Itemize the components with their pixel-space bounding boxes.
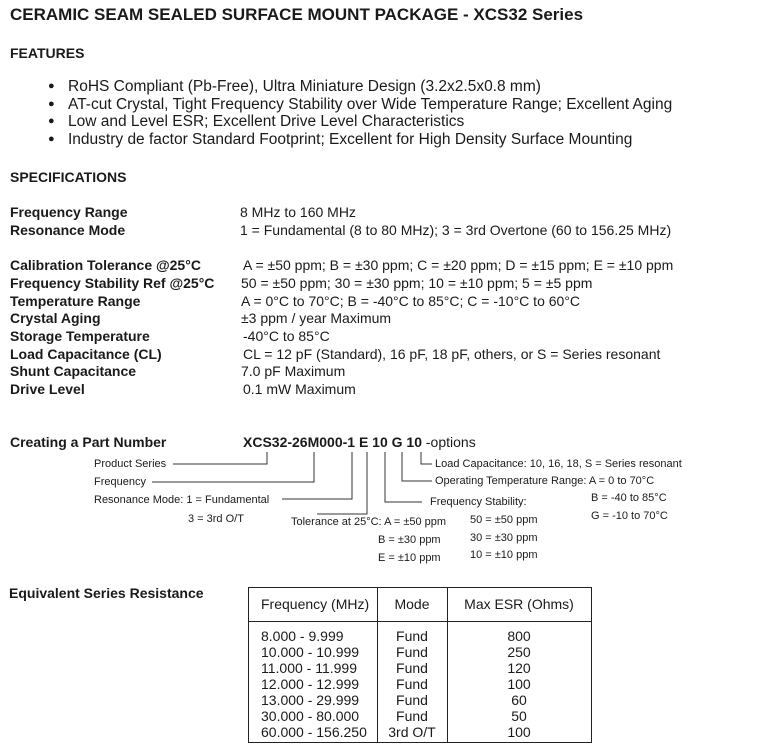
label-frequency: Frequency — [94, 476, 146, 488]
leader-line-resonance-mode — [282, 452, 352, 499]
label-tolerance-b: B = ±30 ppm — [378, 534, 441, 546]
esr-column-max-esr — [447, 588, 591, 742]
leader-line-stability — [385, 452, 422, 502]
esr-cell-mode: Fund — [396, 676, 428, 692]
feature-item: ● AT-cut Crystal, Tight Frequency Stability over Wide Temperature Range; Excellent Aging — [48, 96, 672, 114]
label-load-capacitance: Load Capacitance: 10, 16, 18, S = Series resonant — [435, 458, 682, 470]
esr-cell-frequency: 11.000 - 11.999 — [261, 660, 358, 676]
label-product-series: Product Series — [94, 458, 167, 470]
label-stability-10: 10 = ±10 ppm — [470, 549, 538, 561]
label-resonance-mode-3: 3 = 3rd O/T — [188, 513, 244, 525]
esr-column-mode — [377, 588, 448, 742]
esr-cell-max-esr: 100 — [507, 676, 531, 692]
leader-line-frequency — [152, 452, 314, 482]
esr-cell-frequency: 8.000 - 9.999 — [261, 628, 344, 644]
esr-cell-mode: Fund — [396, 644, 428, 660]
label-tolerance-e: E = ±10 ppm — [378, 552, 441, 564]
esr-header-frequency: Frequency (MHz) — [261, 596, 370, 612]
spec-label-calibration-tolerance: Calibration Tolerance @25°C — [10, 257, 201, 273]
esr-header-mode: Mode — [394, 596, 430, 612]
spec-label-storage-temperature: Storage Temperature — [10, 328, 150, 344]
label-operating-temperature: Operating Temperature Range: A = 0 to 70°C — [435, 475, 655, 487]
feature-item: ● Industry de factor Standard Footprint; Excellent for High Density Surface Mounting — [48, 131, 672, 149]
esr-cell-max-esr: 60 — [511, 692, 527, 708]
esr-cell-frequency: 13.000 - 29.999 — [261, 692, 360, 708]
spec-label-frequency-range: Frequency Range — [10, 204, 128, 220]
esr-cell-mode: Fund — [396, 628, 428, 644]
part-number-heading: Creating a Part Number — [10, 434, 167, 450]
spec-value-crystal-aging: ±3 ppm / year Maximum — [241, 310, 392, 326]
spec-value-storage-temperature: -40°C to 85°C — [243, 328, 330, 344]
spec-label-load-capacitance: Load Capacitance (CL) — [10, 346, 162, 362]
esr-heading: Equivalent Series Resistance — [9, 585, 204, 601]
esr-cell-frequency: 60.000 - 156.250 — [261, 724, 367, 740]
esr-table — [248, 587, 592, 743]
spec-label-drive-level: Drive Level — [10, 381, 85, 397]
spec-value-temperature-range: A = 0°C to 70°C; B = -40°C to 85°C; C = -10°C to 60°C — [241, 293, 581, 309]
spec-label-shunt-capacitance: Shunt Capacitance — [10, 363, 137, 379]
leader-line-product-series — [173, 452, 267, 464]
part-number-code: XCS32-26M000-1 E 10 G 10 — [243, 434, 422, 450]
leader-line-tolerance — [317, 452, 367, 514]
esr-cell-mode: Fund — [396, 708, 428, 724]
esr-cell-mode: Fund — [396, 692, 428, 708]
features-heading: FEATURES — [10, 45, 85, 61]
leader-line-load-cap — [421, 452, 432, 464]
spec-label-resonance-mode: Resonance Mode — [10, 222, 126, 238]
esr-cell-max-esr: 50 — [511, 708, 527, 724]
label-resonance-mode: Resonance Mode: 1 = Fundamental — [94, 494, 270, 506]
label-op-temp-g: G = -10 to 70°C — [591, 510, 668, 522]
esr-cell-frequency: 30.000 - 80.000 — [261, 708, 360, 724]
part-number-options: -options — [422, 434, 476, 450]
spec-value-frequency-range: 8 MHz to 160 MHz — [240, 204, 356, 220]
spec-label-temperature-range: Temperature Range — [10, 293, 141, 309]
esr-cell-frequency: 12.000 - 12.999 — [261, 676, 360, 692]
spec-value-frequency-stability: 50 = ±50 ppm; 30 = ±30 ppm; 10 = ±10 ppm; 5 = ±5 ppm — [241, 275, 593, 291]
esr-header-max-esr: Max ESR (Ohms) — [464, 596, 574, 612]
esr-cell-max-esr: 800 — [507, 628, 531, 644]
spec-value-resonance-mode: 1 = Fundamental (8 to 80 MHz); 3 = 3rd Overtone (60 to 156.25 MHz) — [240, 222, 672, 238]
esr-cell-max-esr: 100 — [507, 724, 531, 740]
feature-item: ● RoHS Compliant (Pb-Free), Ultra Miniature Design (3.2x2.5x0.8 mm) — [48, 78, 672, 96]
spec-value-shunt-capacitance: 7.0 pF Maximum — [241, 363, 346, 379]
esr-cell-mode: Fund — [396, 660, 428, 676]
esr-column-frequency — [249, 588, 378, 742]
label-tolerance: Tolerance at 25°C: A = ±50 ppm — [291, 516, 447, 528]
esr-header-divider — [249, 621, 591, 622]
leader-line-op-temp — [402, 452, 432, 481]
spec-value-calibration-tolerance: A = ±50 ppm; B = ±30 ppm; C = ±20 ppm; D = ±15 ppm; E = ±10 ppm — [243, 257, 674, 273]
esr-cell-max-esr: 120 — [507, 660, 531, 676]
spec-value-drive-level: 0.1 mW Maximum — [243, 381, 356, 397]
specifications-heading: SPECIFICATIONS — [10, 169, 127, 185]
label-stability-50: 50 = ±50 ppm — [470, 514, 538, 526]
esr-cell-mode: 3rd O/T — [388, 724, 436, 740]
spec-label-frequency-stability: Frequency Stability Ref @25°C — [10, 275, 215, 291]
feature-item: ● Low and Level ESR; Excellent Drive Level Characteristics — [48, 113, 672, 131]
esr-cell-max-esr: 250 — [507, 644, 531, 660]
spec-label-crystal-aging: Crystal Aging — [10, 310, 101, 326]
label-op-temp-b: B = -40 to 85°C — [591, 492, 667, 504]
spec-value-load-capacitance: CL = 12 pF (Standard), 16 pF, 18 pF, others, or S = Series resonant — [243, 346, 661, 362]
label-frequency-stability: Frequency Stability: — [430, 496, 527, 508]
page-title: CERAMIC SEAM SEALED SURFACE MOUNT PACKAGE - XCS32 Series — [10, 5, 584, 24]
label-stability-30: 30 = ±30 ppm — [470, 532, 538, 544]
esr-cell-frequency: 10.000 - 10.999 — [261, 644, 360, 660]
